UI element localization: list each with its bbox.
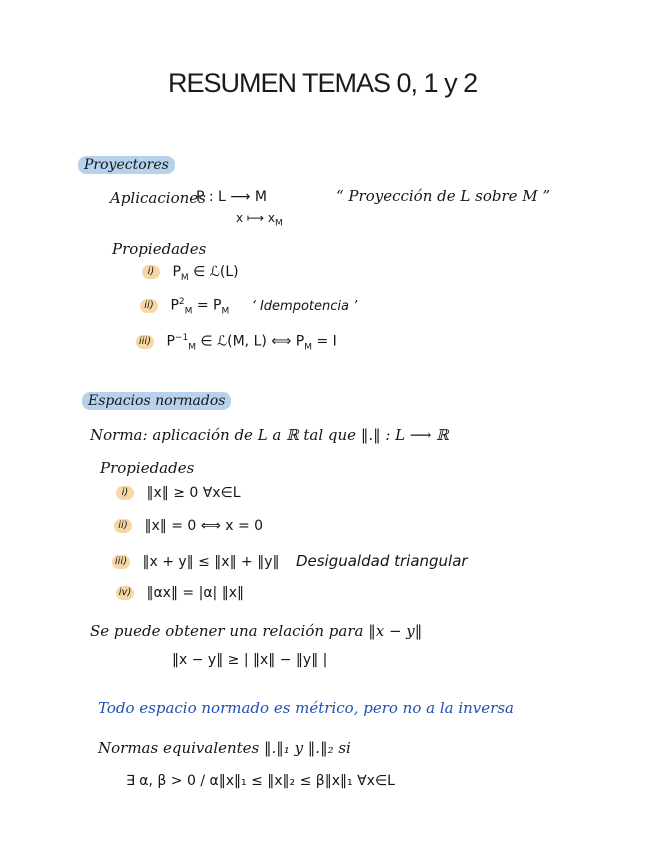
property-number: i) bbox=[116, 486, 134, 500]
property-tail: Desigualdad triangular bbox=[295, 552, 468, 570]
metric-note: Todo espacio normado es métrico, pero no a la inversa bbox=[98, 699, 514, 717]
property-sub: M bbox=[188, 342, 196, 353]
property-sub: M bbox=[184, 306, 193, 317]
property-item bbox=[140, 297, 357, 316]
property-rest: ∈ ℒ(L) bbox=[188, 264, 239, 280]
property-sub2: M bbox=[221, 306, 230, 317]
map-element bbox=[236, 211, 283, 228]
property-number: iii) bbox=[112, 555, 130, 569]
propiedades-label: Propiedades bbox=[112, 240, 207, 258]
property-sup: −1 bbox=[174, 333, 189, 343]
property-rest2: = I bbox=[312, 333, 337, 350]
property-number: ii) bbox=[140, 299, 158, 313]
property-text: ‖x‖ ≥ 0 ∀x∈L bbox=[146, 485, 241, 501]
property-tail: ‘ Idempotencia ’ bbox=[251, 298, 358, 314]
heading-label: Espacios normados bbox=[82, 392, 231, 410]
property-number: iii) bbox=[136, 335, 154, 349]
property-number: ii) bbox=[114, 519, 132, 533]
propiedades-label: Propiedades bbox=[100, 459, 195, 477]
property-item bbox=[112, 552, 468, 570]
property-item bbox=[114, 518, 263, 534]
property-text: ‖x‖ = 0 ⟺ x = 0 bbox=[144, 518, 264, 534]
property-number: i) bbox=[142, 265, 160, 279]
map-definition: P : L ⟶ M bbox=[196, 189, 267, 205]
aplicaciones-label: Aplicaciones bbox=[110, 189, 206, 207]
equivalent-norms-formula: ∃ α, β > 0 / α‖x‖₁ ≤ ‖x‖₂ ≤ β‖x‖₁ ∀x∈L bbox=[126, 773, 395, 789]
property-text: ‖x + y‖ ≤ ‖x‖ + ‖y‖ bbox=[142, 554, 280, 570]
property-text: P bbox=[166, 333, 175, 350]
relacion-formula: ‖x − y‖ ≥ | ‖x‖ − ‖y‖ | bbox=[172, 652, 328, 668]
property-item bbox=[116, 585, 244, 601]
property-number: iv) bbox=[116, 586, 134, 600]
property-text: ‖αx‖ = |α| ‖x‖ bbox=[146, 585, 244, 601]
property-rest: = P bbox=[192, 297, 222, 314]
norma-definition: Norma: aplicación de L a ℝ tal que ‖.‖ : L ⟶ ℝ bbox=[90, 426, 449, 444]
property-text: P bbox=[170, 297, 179, 314]
property-sub: M bbox=[180, 272, 189, 283]
map-sub-text: x ⟼ x bbox=[236, 211, 276, 225]
heading-label: Proyectores bbox=[78, 156, 175, 174]
property-item bbox=[116, 485, 241, 501]
property-item bbox=[136, 333, 337, 352]
page-title: RESUMEN TEMAS 0, 1 y 2 bbox=[168, 68, 478, 98]
projection-note: “ Proyección de L sobre M ” bbox=[336, 187, 551, 205]
property-text: P bbox=[172, 264, 181, 280]
property-item bbox=[142, 264, 239, 283]
property-sub2: M bbox=[304, 342, 313, 353]
map-sub-index: M bbox=[275, 218, 283, 229]
section-heading-espacios bbox=[82, 390, 231, 410]
equivalent-norms: Normas equivalentes ‖.‖₁ y ‖.‖₂ si bbox=[98, 739, 351, 757]
property-rest: ∈ ℒ(M, L) ⟺ P bbox=[195, 333, 305, 350]
section-heading-proyectores bbox=[78, 154, 175, 174]
relacion-text: Se puede obtener una relación para ‖x − y‖ bbox=[90, 622, 423, 640]
property-sup: 2 bbox=[178, 297, 185, 307]
